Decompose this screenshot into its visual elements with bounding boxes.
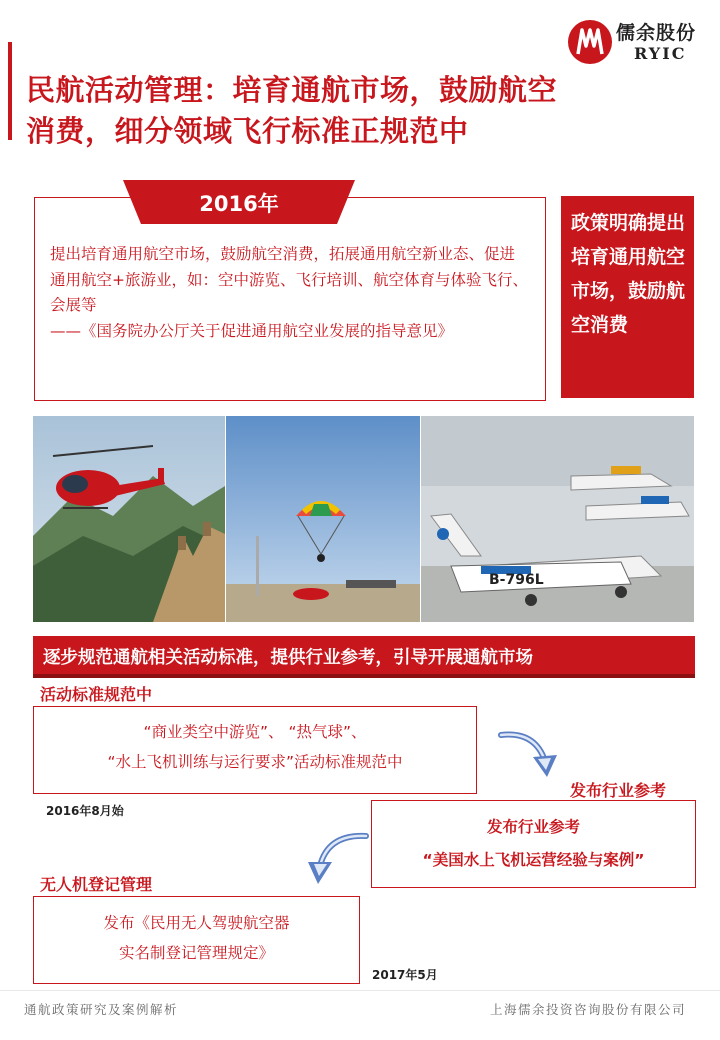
logo-en-text: RYIC	[634, 44, 687, 63]
curved-arrow-down-left-icon	[300, 826, 372, 888]
section-banner-text: 逐步规范通航相关活动标准，提供行业参考，引导开展通航市场	[43, 648, 533, 668]
title-accent-bar	[8, 42, 12, 140]
reference-label: 发布行业参考	[570, 781, 667, 800]
logo-cn-text: 儒余股份	[616, 22, 697, 44]
standards-box	[33, 706, 477, 794]
policy-2016-source: ——《国务院办公厅关于促进通用航空业发展的指导意见》	[50, 321, 454, 340]
drone-label: 无人机登记管理	[40, 875, 153, 894]
logo-emblem-icon	[566, 18, 614, 66]
year-tab	[123, 180, 355, 224]
footer-divider	[0, 990, 720, 991]
plane-registration: B-796L	[489, 572, 544, 588]
standards-date: 2016年8月始	[46, 804, 124, 818]
policy-2016-text	[50, 242, 530, 344]
company-logo	[564, 14, 714, 70]
reference-line-2: “美国水上飞机运营经验与案例”	[422, 851, 645, 869]
drone-line-1: 发布《民用无人驾驶航空器	[103, 914, 290, 932]
photo-airshow-planes	[421, 416, 694, 622]
reference-box	[371, 800, 696, 888]
photo-parachute	[226, 416, 420, 622]
side-note-text: 政策明确提出培育通用航空市场，鼓励航空消费	[571, 212, 686, 336]
curved-arrow-down-right-icon	[495, 725, 565, 781]
page-title: 民航活动管理：培育通航市场，鼓励航空消费，细分领域飞行标准正规范中	[26, 73, 558, 148]
photo-helicopter-great-wall	[33, 416, 225, 622]
standards-line-2: “水上飞机训练与运行要求”活动标准规范中	[107, 753, 403, 771]
side-note-box	[561, 196, 694, 398]
footer-left-text: 通航政策研究及案例解析	[24, 1002, 179, 1017]
section-banner	[33, 636, 695, 674]
policy-2016-body: 提出培育通用航空市场，鼓励航空消费，拓展通用航空新业态、促进通用航空+旅游业，如：空中游览、飞行培训、航空体育与体验飞行、会展等	[50, 245, 528, 314]
drone-line-2: 实名制登记管理规定》	[118, 944, 274, 962]
standards-line-1: “商业类空中游览”、 “热气球”、	[143, 723, 367, 741]
reference-line-1: 发布行业参考	[486, 818, 580, 836]
drone-date: 2017年5月	[372, 968, 438, 982]
banner-underline	[33, 674, 695, 678]
standards-label: 活动标准规范中	[40, 685, 153, 704]
year-tab-label: 2016年	[199, 192, 279, 216]
drone-box	[33, 896, 360, 984]
footer-right-text: 上海儒余投资咨询股份有限公司	[490, 1002, 687, 1017]
